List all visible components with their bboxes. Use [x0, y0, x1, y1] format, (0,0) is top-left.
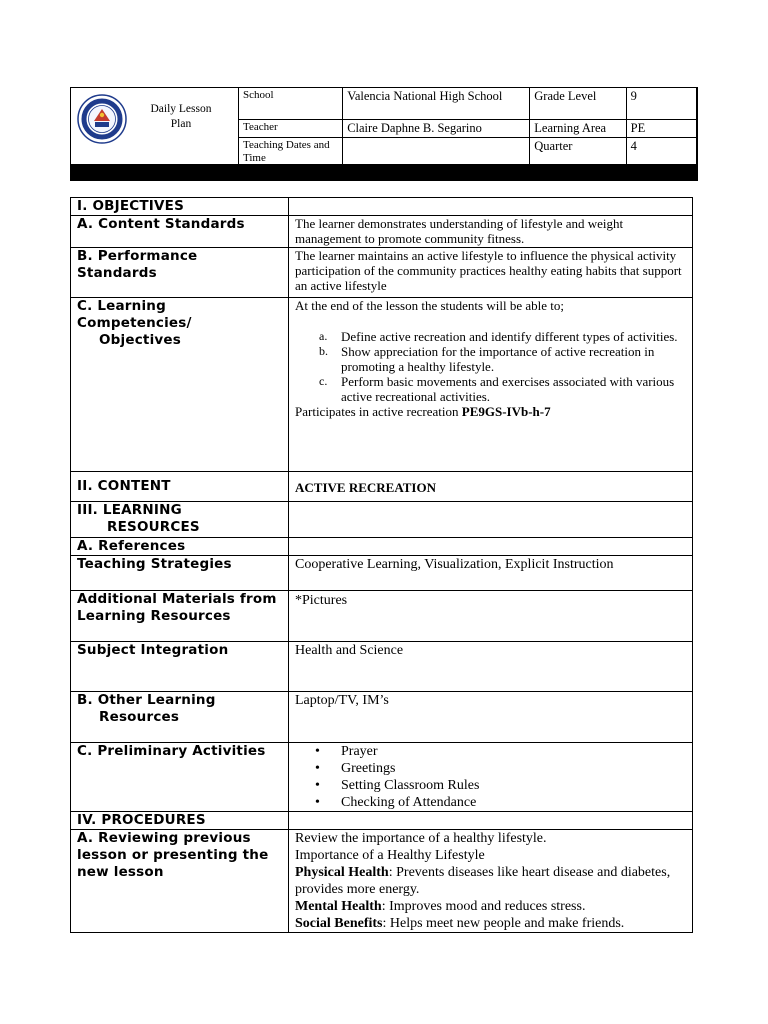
- list-item: a. Define active recreation and identify different types of activities.: [319, 329, 678, 344]
- teaching-dates-value: [343, 138, 530, 166]
- teacher-label: Teacher: [239, 120, 343, 138]
- grade-level-value: 9: [626, 88, 696, 120]
- table-row: [71, 298, 693, 472]
- table-row: [71, 743, 693, 812]
- objectives-heading: I. OBJECTIVES: [71, 198, 289, 216]
- content-standards-text: The learner demonstrates understanding of lifestyle and weight management to promote community fitness.: [289, 216, 693, 248]
- quarter-label: Quarter: [530, 138, 626, 166]
- reviewing-lesson-text: Review the importance of a healthy lifestyle. Importance of a Healthy Lifestyle Physical Health: Prevents diseases like heart disease and diabetes, provides more energy. Mental Health: Improves mood and reduces stress. Social Benefits: Helps meet new people and make friends.: [289, 830, 693, 933]
- learning-resources-heading: III. LEARNING RESOURCES: [71, 502, 289, 538]
- additional-materials-label: Additional Materials from Learning Resources: [71, 591, 289, 642]
- additional-materials-value: *Pictures: [289, 591, 693, 642]
- list-item: c. Perform basic movements and exercises associated with various active recreational activities.: [319, 374, 675, 404]
- list-item: • Setting Classroom Rules: [315, 778, 480, 793]
- table-row: [71, 692, 693, 743]
- table-row: [71, 502, 693, 538]
- header-divider-bar: [70, 164, 698, 181]
- physical-health-line: Physical Health: Prevents diseases like heart disease and diabetes, provides more energy.: [295, 865, 671, 897]
- lesson-plan-header: [70, 87, 698, 181]
- preliminary-activities-list: [289, 743, 693, 812]
- table-row: [71, 216, 693, 248]
- table-row: [71, 538, 693, 556]
- quarter-value: 4: [626, 138, 696, 166]
- reviewing-lesson-label: A. Reviewing previous lesson or presenting the new lesson: [71, 830, 289, 933]
- list-item: • Prayer: [315, 744, 378, 759]
- competency-code-line: Participates in active recreation PE9GS-IVb-h-7: [295, 404, 551, 419]
- list-item: b. Show appreciation for the importance of active recreation in promoting a healthy lifestyle.: [319, 344, 655, 374]
- other-resources-label: B. Other Learning Resources: [71, 692, 289, 743]
- competencies-intro: At the end of the lesson the students will be able to;: [295, 298, 564, 313]
- subject-integration-value: Health and Science: [289, 642, 693, 692]
- table-row: [71, 830, 693, 933]
- teaching-dates-label: Teaching Dates and Time: [239, 138, 343, 166]
- competency-code: PE9GS-IVb-h-7: [461, 404, 551, 419]
- teaching-strategies-label: Teaching Strategies: [71, 556, 289, 591]
- teacher-value: Claire Daphne B. Segarino: [343, 120, 530, 138]
- mental-health-line: Mental Health: Improves mood and reduces stress.: [295, 899, 586, 914]
- teaching-strategies-value: Cooperative Learning, Visualization, Explicit Instruction: [289, 556, 693, 591]
- competencies-label: [71, 298, 289, 472]
- table-row: [71, 472, 693, 502]
- document-title: Daily Lesson Plan: [150, 103, 212, 130]
- table-row: [71, 812, 693, 830]
- references-label: A. References: [71, 538, 289, 556]
- competencies-label-line1: C. Learning Competencies/: [77, 298, 192, 331]
- list-item: • Greetings: [315, 761, 396, 776]
- subject-integration-label: Subject Integration: [71, 642, 289, 692]
- competencies-label-line2: Objectives: [99, 332, 181, 348]
- content-standards-label: A. Content Standards: [71, 216, 289, 248]
- content-value: ACTIVE RECREATION: [295, 480, 436, 495]
- learning-area-label: Learning Area: [530, 120, 626, 138]
- procedures-heading: IV. PROCEDURES: [71, 812, 289, 830]
- performance-standards-text: The learner maintains an active lifestyle to influence the physical activity participation of the community practices healthy eating habits that support an active lifestyle: [289, 248, 693, 298]
- social-benefits-line: Social Benefits: Helps meet new people and make friends.: [295, 916, 625, 931]
- lesson-plan-table: [70, 197, 693, 933]
- content-heading: II. CONTENT: [71, 472, 289, 502]
- table-row: [71, 198, 693, 216]
- table-row: [71, 248, 693, 298]
- objectives-list: [295, 329, 686, 404]
- preliminary-activities-label: C. Preliminary Activities: [71, 743, 289, 812]
- school-value: Valencia National High School: [343, 88, 530, 120]
- learning-area-value: PE: [626, 120, 696, 138]
- grade-level-label: Grade Level: [530, 88, 626, 120]
- table-row: [71, 591, 693, 642]
- table-row: [71, 642, 693, 692]
- table-row: [71, 556, 693, 591]
- deped-seal-icon: [77, 94, 127, 144]
- other-resources-value: Laptop/TV, IM’s: [289, 692, 693, 743]
- list-item: • Checking of Attendance: [315, 795, 477, 810]
- performance-standards-label: B. Performance Standards: [71, 248, 289, 298]
- competencies-text: [289, 298, 693, 472]
- header-info-table: [238, 87, 697, 166]
- school-label: School: [239, 88, 343, 120]
